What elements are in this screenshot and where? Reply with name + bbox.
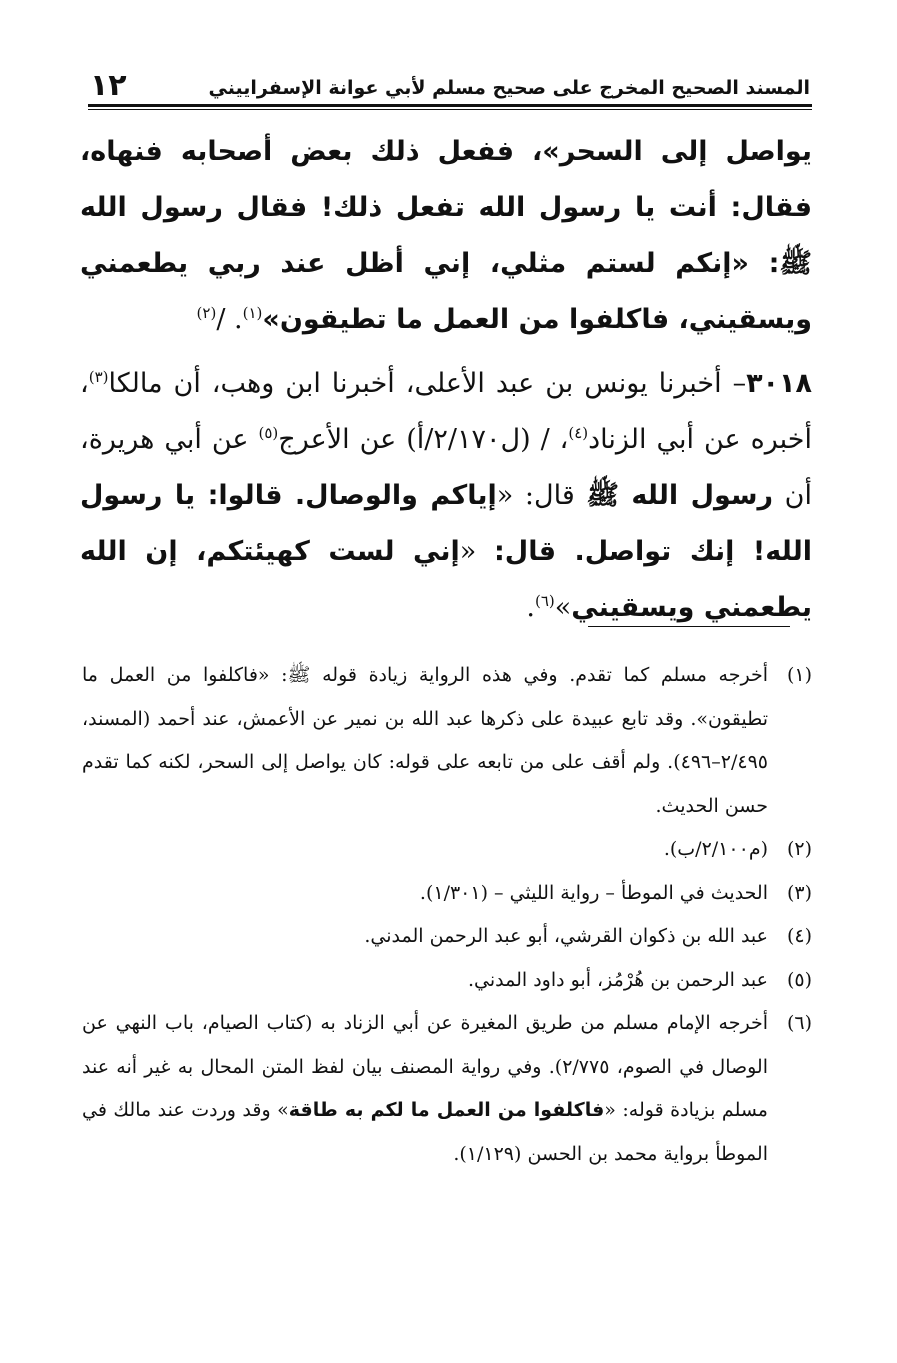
footnote-bold-quote: فاكلفوا من العمل ما لكم به طاقة xyxy=(288,1099,605,1121)
paragraph-2 xyxy=(80,356,812,636)
footnote-ref-3[interactable]: (٣) xyxy=(88,368,109,386)
quote-close: » xyxy=(554,592,572,623)
footnote-text-part: عبد الرحمن بن هُرْمُز، أبو داود المدني. xyxy=(467,968,768,991)
footnote-text-part: الحديث في الموطأ – رواية الليثي – (١/٣٠١). xyxy=(419,881,768,904)
matn-text-2: إني لست كهيئتكم، إن الله يطعمني ويسقيني xyxy=(80,536,812,623)
paragraph-2-end: . xyxy=(526,592,535,623)
footnote-text xyxy=(82,915,768,959)
isnad-text-2: ، أخبره عن أبي الزناد xyxy=(80,368,812,455)
page-header xyxy=(90,68,810,104)
isnad-text-5: قال: « xyxy=(496,480,587,511)
footnotes xyxy=(82,654,812,1176)
footnote-text xyxy=(82,654,768,828)
footnote-number: (٣) xyxy=(786,881,812,904)
footnote-3 xyxy=(82,872,812,916)
footnote-2 xyxy=(82,828,812,872)
hadith-number: ٣٠١٨ xyxy=(746,368,812,399)
paragraph-1-tail: . / xyxy=(216,304,243,335)
footnote-ref-5[interactable]: (٥) xyxy=(258,424,279,442)
footnote-text xyxy=(82,828,768,872)
quote-open: « xyxy=(459,536,494,567)
isnad-text-1: – أخبرنا يونس بن عبد الأعلى، أخبرنا ابن وهب، أن مالكا xyxy=(108,368,747,399)
paragraph-1 xyxy=(80,124,812,348)
isnad-text-3: ، / (ل٢/١٧٠/أ) عن الأعرج xyxy=(278,424,569,455)
footnote-number: (١) xyxy=(786,664,812,686)
footnote-ref-4[interactable]: (٤) xyxy=(568,424,589,442)
footnote-5 xyxy=(82,959,812,1003)
footnote-1 xyxy=(82,654,812,828)
footnote-ref-6[interactable]: (٦) xyxy=(534,592,555,610)
footnote-number: (٤) xyxy=(786,925,812,947)
footnote-text-part: » وقد وردت عند مالك في الموطأ برواية محمد بن الحسن (١/١٢٩). xyxy=(82,1099,768,1165)
paragraph-1-text: يواصل إلى السحر»، ففعل ذلك بعض أصحابه فنهاه، فقال: أنت يا رسول الله تفعل ذلك! فقال رسول الله ﷺ: «إنكم لستم مثلي، إني أظل عند ربي يطعمني ويسقيني، فاكلفوا من العمل ما تطيقون» xyxy=(80,136,812,335)
footnote-6 xyxy=(82,1002,812,1176)
footnote-text-part: أخرجه الإمام مسلم من طريق المغيرة عن أبي الزناد به (كتاب الصيام، باب النهي عن الوصال في الصوم، ٢/٧٧٥). وفي رواية المصنف بيان لفظ المتن المحال به غير أنه عند مسلم بزيادة قوله: « xyxy=(82,1012,768,1121)
page-number: ١٢ xyxy=(90,68,127,103)
footnote-ref-1[interactable]: (١) xyxy=(242,304,263,322)
footnote-ref-2[interactable]: (٢) xyxy=(196,304,217,322)
header-rule-thin xyxy=(88,109,812,110)
footnote-number: (٢) xyxy=(786,838,812,860)
running-title: المسند الصحيح المخرج على صحيح مسلم لأبي عوانة الإسفراييني xyxy=(208,77,810,99)
footnote-text-part: عبد الله بن ذكوان القرشي، أبو عبد الرحمن المدني. xyxy=(364,925,768,947)
footnote-separator xyxy=(588,626,790,627)
header-rule-thick xyxy=(88,104,812,107)
footnote-text xyxy=(82,959,768,1003)
footnote-text-part: أخرجه مسلم كما تقدم. وفي هذه الرواية زيادة قوله ﷺ: «فاكلفوا من العمل ما تطيقون». وقد تابع عبيدة على ذكرها عبد الله بن نمير عن الأعمش، عند أحمد (المسند، ٢/٤٩٥–٤٩٦). ولم أقف على من تابعه على قوله: كان يواصل إلى السحر، لكنه كما تقدم حسن الحديث. xyxy=(82,664,768,817)
footnote-text xyxy=(82,872,768,916)
prophet-name: رسول الله ﷺ xyxy=(586,480,774,511)
footnote-number: (٦) xyxy=(786,1012,812,1034)
isnad-text-4: عن أبي هريرة، أن xyxy=(80,424,812,511)
main-text xyxy=(80,124,812,636)
footnote-number: (٥) xyxy=(786,968,812,991)
footnote-text-part: (م٢/١٠٠/ب). xyxy=(663,838,768,860)
footnote-text xyxy=(82,1002,768,1176)
matn-text-1: إياكم والوصال. قالوا: يا رسول الله! إنك تواصل. قال: xyxy=(80,480,812,567)
footnote-4 xyxy=(82,915,812,959)
